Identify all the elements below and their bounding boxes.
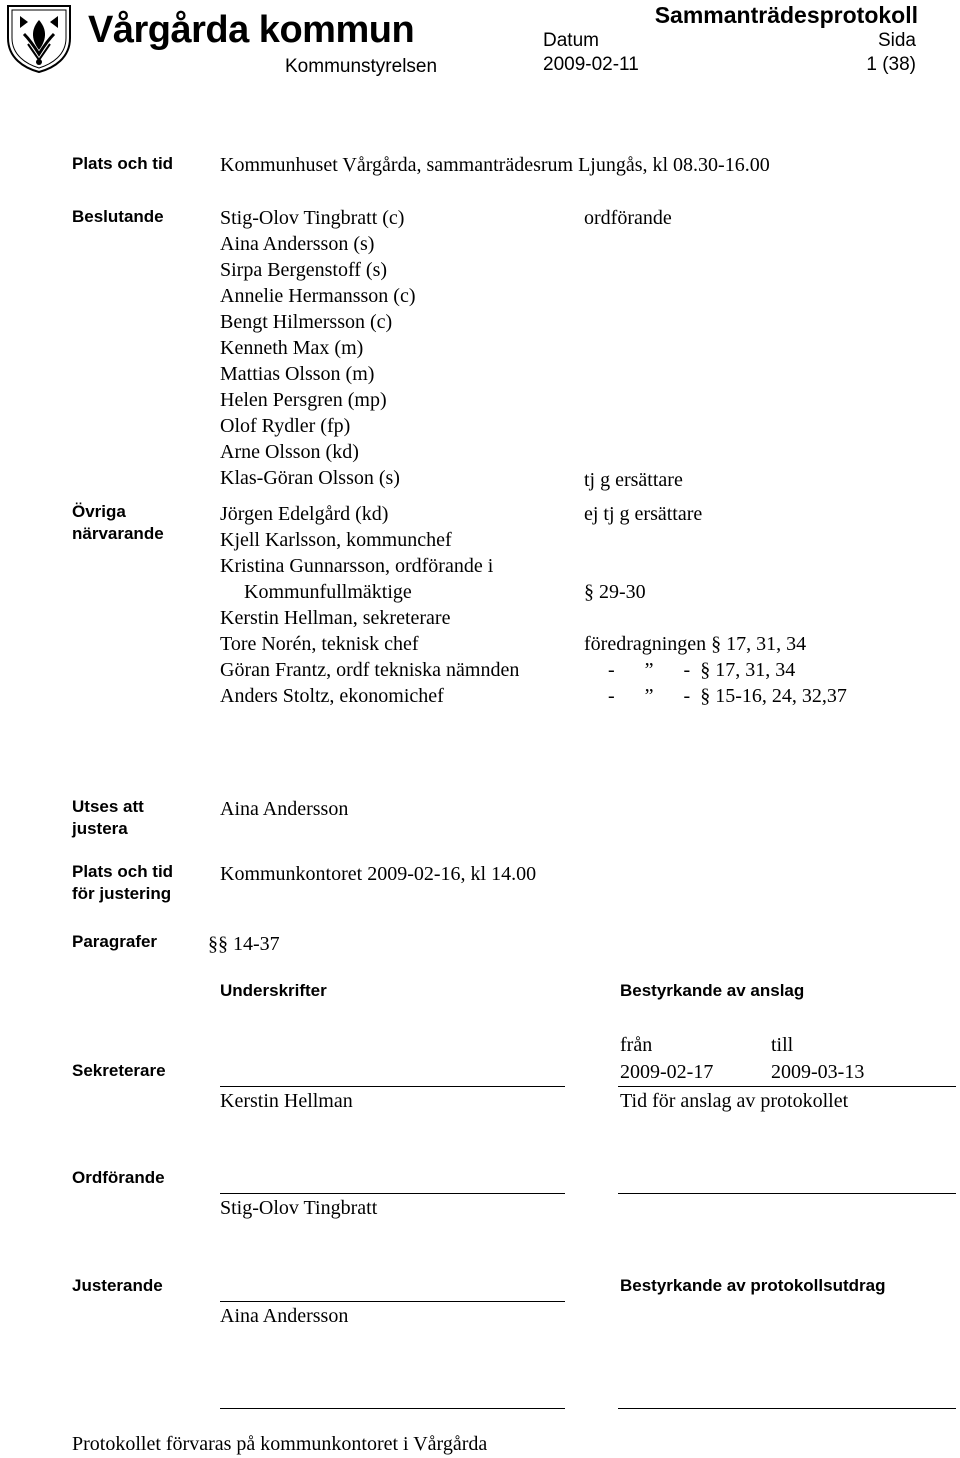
posting-line xyxy=(618,1086,956,1087)
adjuster-sign-label: Justerande xyxy=(72,1276,163,1295)
member-list xyxy=(220,205,416,491)
others-note: föredragningen § 17, 31, 34 xyxy=(584,633,807,655)
posting-header: Bestyrkande av anslag xyxy=(620,981,805,1000)
bottom-left-line xyxy=(220,1408,565,1409)
from-date: 2009-02-17 xyxy=(620,1061,714,1083)
place-time-value: Kommunhuset Vårgårda, sammanträdesrum Ljungås, kl 08.30-16.00 xyxy=(220,154,770,176)
place-time-label: Plats och tid xyxy=(72,154,174,173)
member: Arne Olsson (kd) xyxy=(220,441,359,463)
member: Bengt Hilmersson (c) xyxy=(220,311,393,333)
member: Olof Rydler (fp) xyxy=(220,415,351,437)
others-note: § 29-30 xyxy=(584,581,646,603)
member: Kenneth Max (m) xyxy=(220,337,364,359)
chair-label: Ordförande xyxy=(72,1168,165,1187)
coat-of-arms-logo xyxy=(2,2,76,74)
others-note: - ” - § 15-16, 24, 32,37 xyxy=(608,685,847,707)
others-name: Kristina Gunnarsson, ordförande i xyxy=(220,555,494,577)
others-name: Göran Frantz, ordf tekniska nämnden xyxy=(220,659,520,681)
others-note: ej tj g ersättare xyxy=(584,503,703,525)
page-value: 1 (38) xyxy=(866,54,916,75)
member: Annelie Hermansson (c) xyxy=(220,285,416,307)
member: Aina Andersson (s) xyxy=(220,233,375,255)
storage-note: Protokollet förvaras på kommunkontoret i Vårgårda xyxy=(72,1433,488,1455)
others-name: Anders Stoltz, ekonomichef xyxy=(220,685,444,707)
adjust-place-label: Plats och tid för justering xyxy=(72,862,174,903)
others-name: Kjell Karlsson, kommunchef xyxy=(220,529,452,551)
secretary-label: Sekreterare xyxy=(72,1061,166,1080)
others-name: Kerstin Hellman, sekreterare xyxy=(220,607,451,629)
to-label: till xyxy=(771,1034,794,1056)
others-present-label: Övriga närvarande xyxy=(72,502,164,543)
decision-makers-label: Beslutande xyxy=(72,207,164,226)
adjuster-signature-line xyxy=(220,1301,565,1302)
chair-name: Stig-Olov Tingbratt xyxy=(220,1197,378,1219)
others-note: - ” - § 17, 31, 34 xyxy=(608,659,796,681)
signatures-header: Underskrifter xyxy=(220,981,327,1000)
substitute-note: tj g ersättare xyxy=(584,469,683,491)
others-name: Jörgen Edelgård (kd) xyxy=(220,503,389,525)
page-label: Sida xyxy=(877,30,916,51)
member: Mattias Olsson (m) xyxy=(220,363,375,385)
paragraphs-value: §§ 14-37 xyxy=(208,933,280,955)
chair-note: ordförande xyxy=(584,207,672,229)
org-name: Vårgårda kommun xyxy=(88,9,415,51)
to-date: 2009-03-13 xyxy=(771,1061,865,1083)
member: Klas-Göran Olsson (s) xyxy=(220,467,400,489)
adjuster-value: Aina Andersson xyxy=(220,798,349,820)
paragraphs-label: Paragrafer xyxy=(72,932,158,951)
document-type: Sammanträdesprotokoll xyxy=(654,2,918,28)
adjust-place-value: Kommunkontoret 2009-02-16, kl 14.00 xyxy=(220,863,537,885)
date-value: 2009-02-11 xyxy=(543,54,639,75)
member: Stig-Olov Tingbratt (c) xyxy=(220,207,405,229)
org-unit: Kommunstyrelsen xyxy=(285,56,438,77)
adjuster-sign-name: Aina Andersson xyxy=(220,1305,349,1327)
posting-note: Tid för anslag av protokollet xyxy=(620,1090,849,1112)
others-name: Kommunfullmäktige xyxy=(244,581,412,603)
chair-right-line xyxy=(618,1193,956,1194)
secretary-signature-line xyxy=(220,1086,565,1087)
from-label: från xyxy=(620,1034,653,1056)
others-name: Tore Norén, teknisk chef xyxy=(220,633,419,655)
secretary-name: Kerstin Hellman xyxy=(220,1090,353,1112)
adjuster-label: Utses att justera xyxy=(72,797,144,838)
date-label: Datum xyxy=(543,30,599,51)
bottom-right-line xyxy=(618,1408,956,1409)
chair-signature-line xyxy=(220,1193,565,1194)
member: Sirpa Bergenstoff (s) xyxy=(220,259,388,281)
member: Helen Persgren (mp) xyxy=(220,389,387,411)
extract-header: Bestyrkande av protokollsutdrag xyxy=(620,1276,886,1295)
